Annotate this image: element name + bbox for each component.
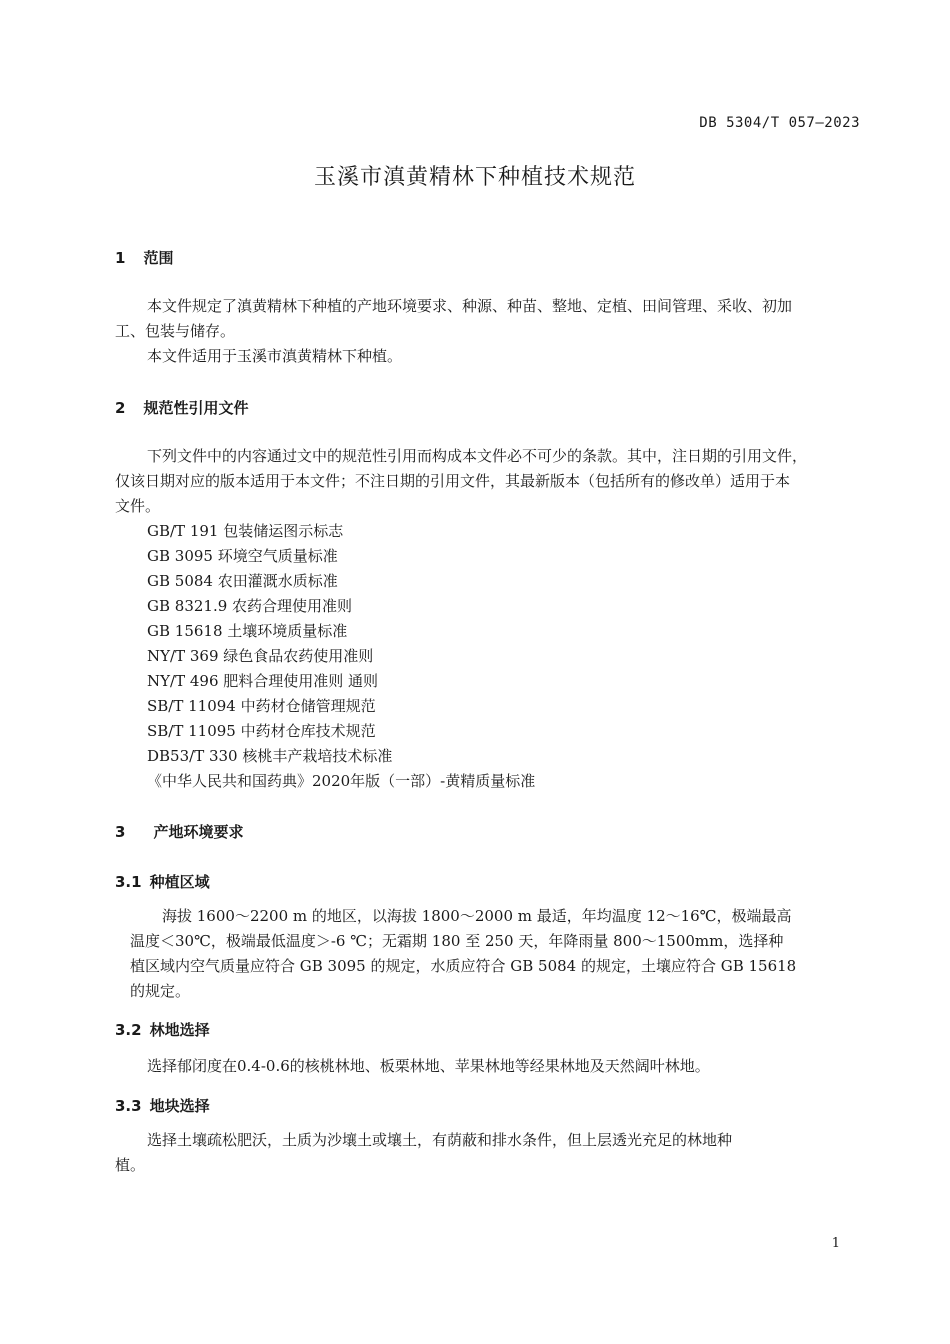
paragraph-line: 本文件适用于玉溪市滇黄精林下种植。 xyxy=(147,347,403,365)
subsection-3-1-heading xyxy=(115,871,210,892)
section-title: 产地环境要求 xyxy=(153,823,244,841)
reference-item: GB 3095 环境空气质量标准 xyxy=(147,547,338,565)
section-number: 2 xyxy=(115,399,126,417)
reference-list xyxy=(147,519,535,794)
reference-item: GB 15618 土壤环境质量标准 xyxy=(147,622,348,640)
section-number: 1 xyxy=(115,249,126,267)
reference-item: GB 8321.9 农药合理使用准则 xyxy=(147,597,353,615)
paragraph-line: 温度＜30℃，极端最低温度＞-6 ℃；无霜期 180 至 250 天，年降雨量 800～1500mm，选择种 xyxy=(130,932,784,950)
subsection-number: 3.1 xyxy=(115,873,142,891)
paragraph-line: 植。 xyxy=(115,1156,146,1174)
paragraph-line: 工、包装与储存。 xyxy=(115,322,236,340)
paragraph-line: 选择郁闭度在0.4-0.6的核桃林地、板栗林地、苹果林地等经果林地及天然阔叶林地。 xyxy=(147,1057,710,1075)
reference-item: NY/T 369 绿色食品农药使用准则 xyxy=(147,647,374,665)
reference-item: NY/T 496 肥料合理使用准则 通则 xyxy=(147,672,379,690)
section-1-body xyxy=(115,294,860,369)
paragraph-line: 植区域内空气质量应符合 GB 3095 的规定，水质应符合 GB 5084 的规定，土壤应符合 GB 15618 xyxy=(130,957,797,975)
section-3-heading xyxy=(115,821,243,842)
document-title: 玉溪市滇黄精林下种植技术规范 xyxy=(313,165,636,190)
reference-item: 《中华人民共和国药典》2020年版（一部）-黄精质量标准 xyxy=(147,772,536,790)
paragraph-line: 仅该日期对应的版本适用于本文件；不注日期的引用文件，其最新版本（包括所有的修改单）适用于本 xyxy=(115,472,791,490)
paragraph-line: 下列文件中的内容通过文中的规范性引用而构成本文件必不可少的条款。其中，注日期的引用文件， xyxy=(147,447,808,465)
subsection-title: 林地选择 xyxy=(149,1021,210,1039)
paragraph-line: 本文件规定了滇黄精林下种植的产地环境要求、种源、种苗、整地、定植、田间管理、采收、初加 xyxy=(147,297,793,315)
subsection-3-3-heading xyxy=(115,1095,210,1116)
section-2-body xyxy=(115,444,860,519)
section-1-heading xyxy=(115,247,173,268)
reference-item: SB/T 11094 中药材仓储管理规范 xyxy=(147,697,376,715)
paragraph-line: 海拔 1600～2200 m 的地区，以海拔 1800～2000 m 最适，年均温度 12～16℃，极端最高 xyxy=(162,907,792,925)
page-number: 1 xyxy=(831,1236,840,1251)
subsection-3-2-heading xyxy=(115,1019,210,1040)
subsection-number: 3.2 xyxy=(115,1021,142,1039)
subsection-3-1-body xyxy=(130,904,830,1004)
section-title: 范围 xyxy=(143,249,174,267)
reference-item: GB 5084 农田灌溉水质标准 xyxy=(147,572,338,590)
paragraph-line: 文件。 xyxy=(115,497,161,515)
section-number: 3 xyxy=(115,823,126,841)
subsection-3-3-body xyxy=(115,1128,815,1178)
document-code: DB 5304/T 057—2023 xyxy=(699,115,860,131)
subsection-title: 种植区域 xyxy=(149,873,210,891)
reference-item: DB53/T 330 核桃丰产栽培技术标准 xyxy=(147,747,393,765)
section-2-heading xyxy=(115,397,248,418)
reference-item: GB/T 191 包装储运图示标志 xyxy=(147,522,344,540)
paragraph-line: 的规定。 xyxy=(130,982,191,1000)
section-title: 规范性引用文件 xyxy=(143,399,249,417)
subsection-number: 3.3 xyxy=(115,1097,142,1115)
subsection-3-2-body xyxy=(115,1054,860,1079)
subsection-title: 地块选择 xyxy=(149,1097,210,1115)
reference-item: SB/T 11095 中药材仓库技术规范 xyxy=(147,722,376,740)
paragraph-line: 选择土壤疏松肥沃，土质为沙壤土或壤土，有荫蔽和排水条件，但上层透光充足的林地种 xyxy=(147,1131,733,1149)
